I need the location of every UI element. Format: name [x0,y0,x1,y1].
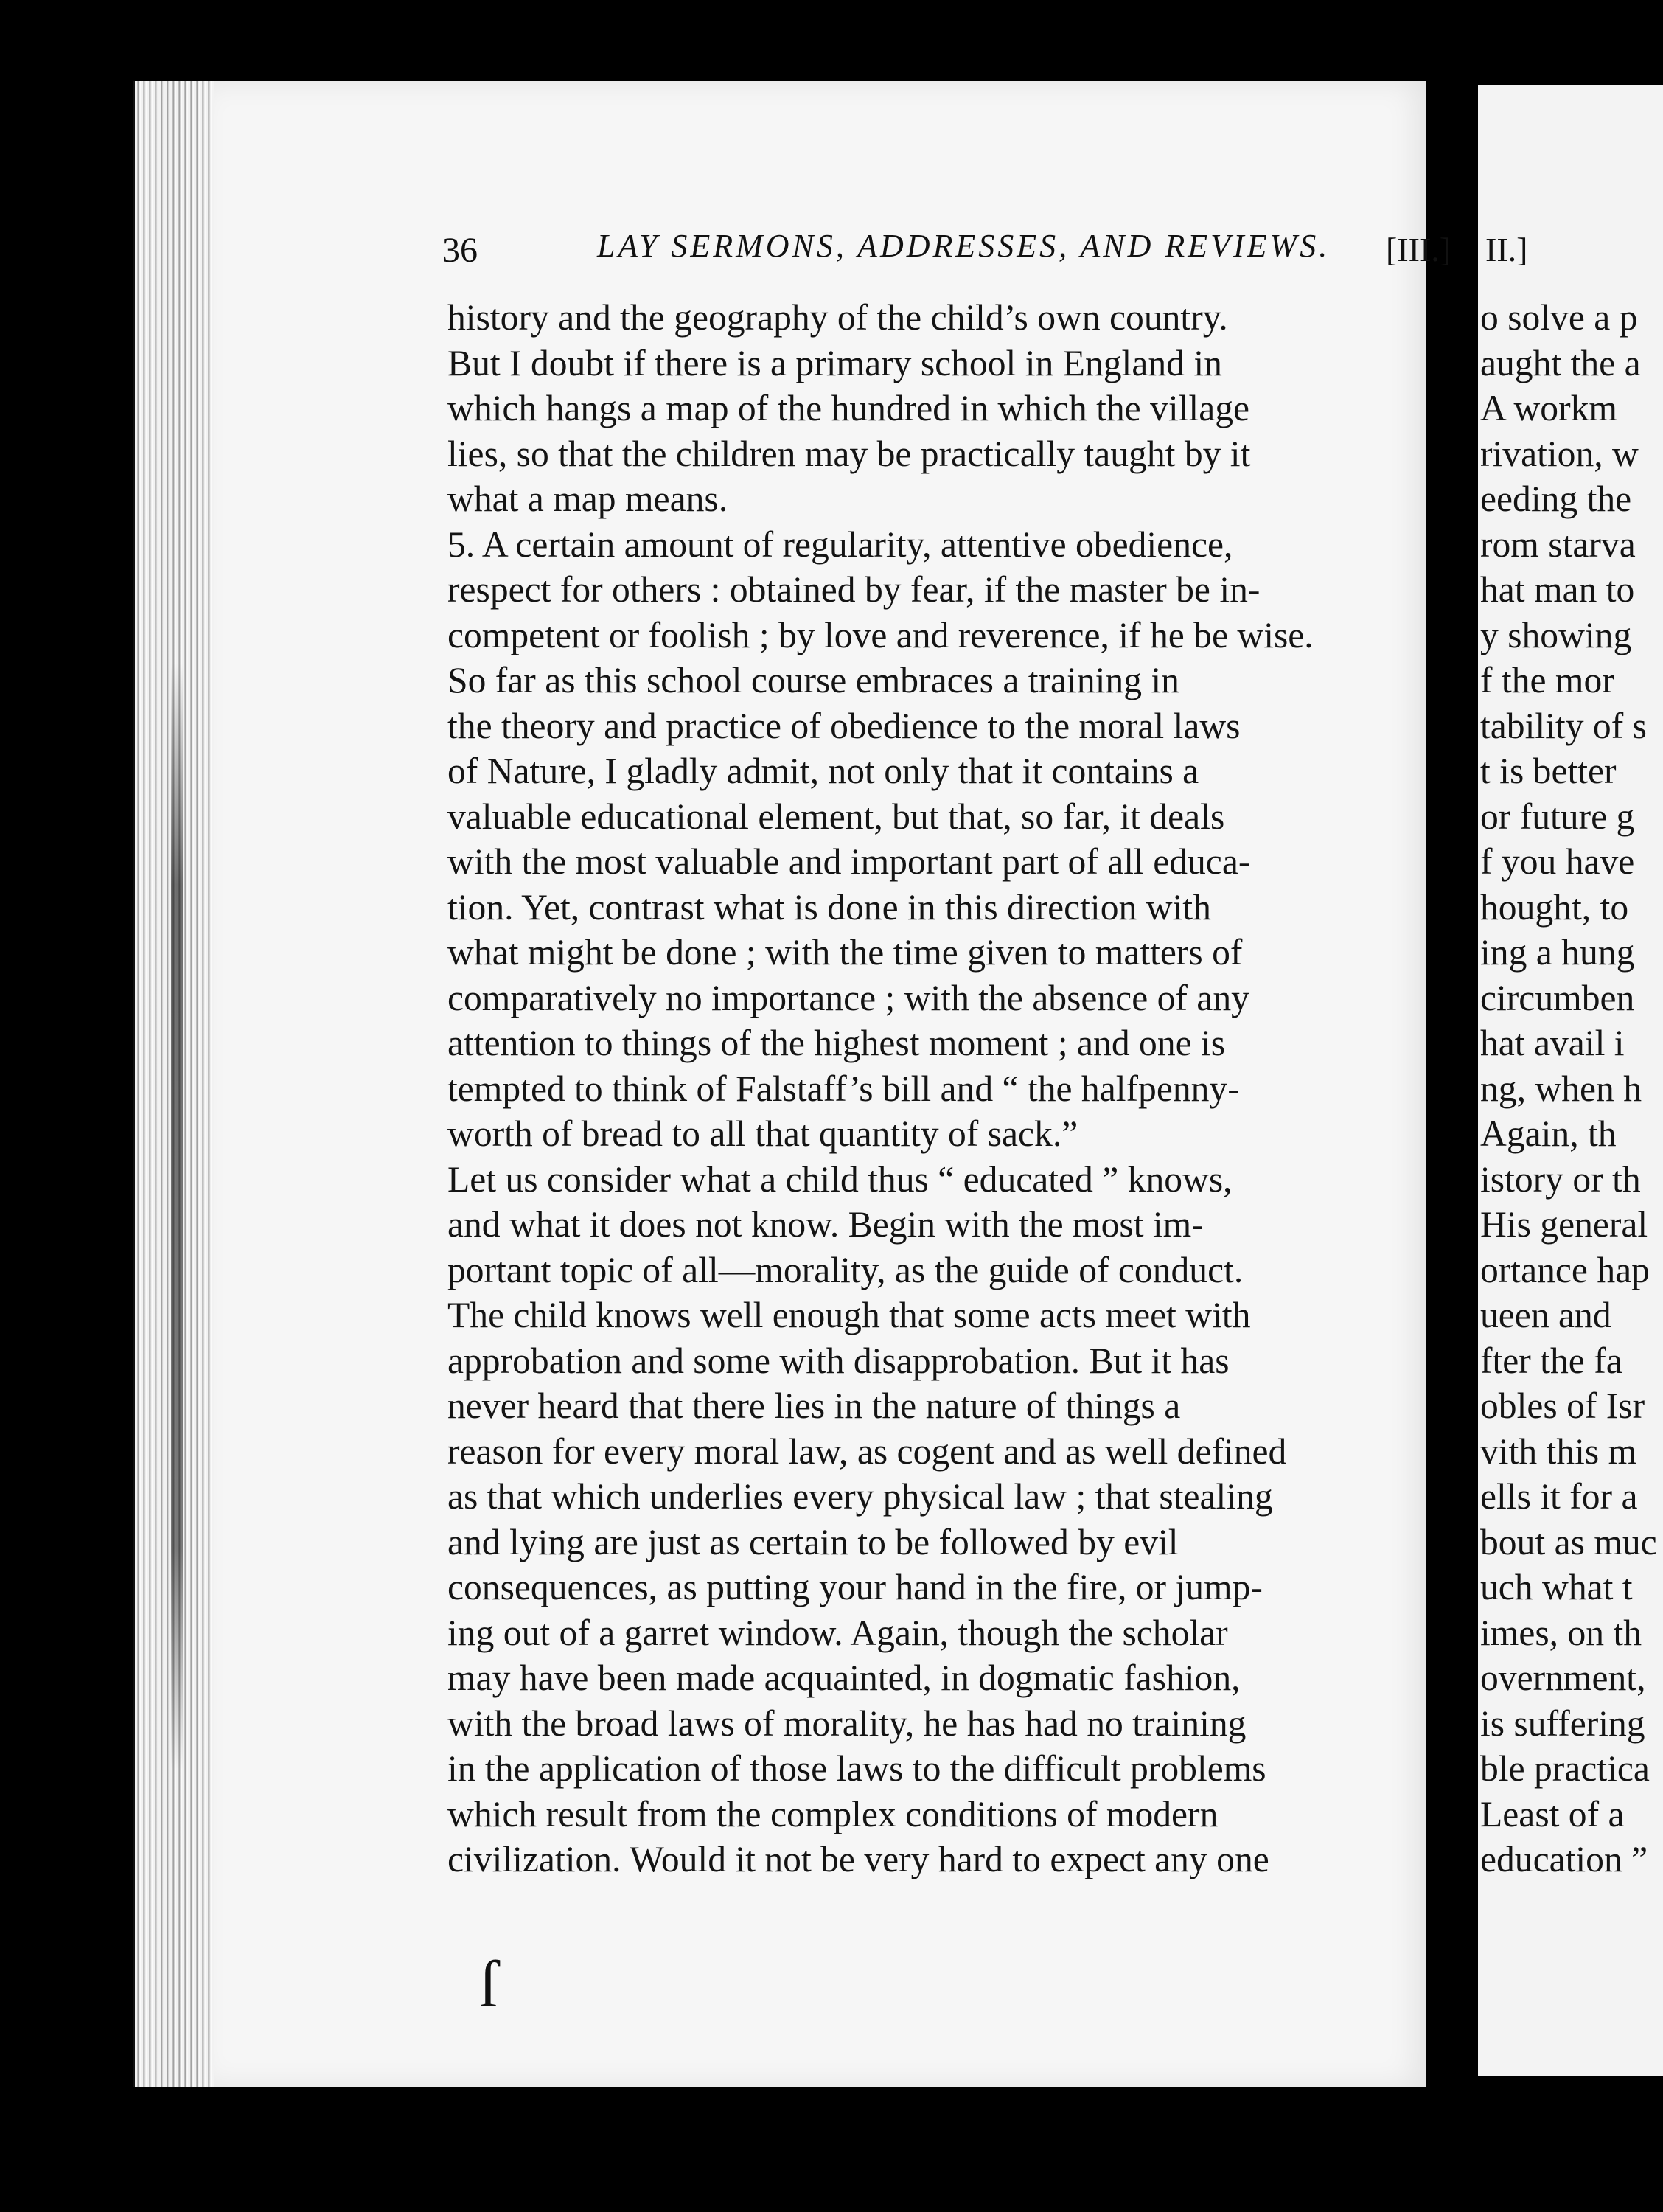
text-line: competent or foolish ; by love and reverence, if he be wise. [447,614,1314,655]
text-line: bout as muc [1480,1521,1657,1562]
text-line: the theory and practice of obedience to the moral laws [447,705,1241,746]
text-line: approbation and some with disapprobation. But it has [447,1340,1230,1381]
text-line: which hangs a map of the hundred in which the village [447,388,1250,428]
text-line: what a map means. [447,479,728,519]
text-line: with the most valuable and important part of all educa- [447,841,1251,882]
text-line: o solve a p [1480,297,1638,338]
text-line: hought, to [1480,886,1629,928]
text-line: of Nature, I gladly admit, not only that it contains a [447,751,1199,791]
text-line: valuable educational element, but that, so far, it deals [447,796,1225,837]
text-line: vith this m [1480,1430,1637,1472]
text-line: istory or th [1480,1158,1641,1200]
text-line: ueen and [1480,1295,1611,1335]
text-line: hat avail i [1480,1023,1625,1063]
running-title: LAY SERMONS, ADDRESSES, AND REVIEWS. [597,228,1331,264]
text-line: is suffering [1480,1703,1645,1744]
text-line: consequences, as putting your hand in the fire, or jump- [447,1567,1263,1607]
text-line: rom starva [1480,524,1636,565]
text-line: rivation, w [1480,433,1639,474]
text-line: The child knows well enough that some acts meet with [447,1295,1251,1335]
text-line: tempted to think of Falstaff’s bill and “ the halfpenny- [447,1068,1240,1109]
text-line: circumben [1480,977,1635,1018]
text-line: and what it does not know. Begin with the most im- [447,1204,1204,1245]
text-line: history and the geography of the child’s own country. [447,297,1228,338]
text-line: imes, on th [1480,1612,1642,1653]
text-line: tability of s [1480,705,1647,746]
text-line: Let us consider what a child thus “ educated ” knows, [447,1158,1233,1200]
running-header [442,227,1460,279]
text-line: reason for every moral law, as cogent and as well defined [447,1430,1287,1472]
text-line: So far as this school course embraces a training in [447,660,1179,700]
text-line: y showing [1480,614,1632,655]
right-page-header: II.] [1485,231,1528,268]
text-line: as that which underlies every physical law ; that stealing [447,1476,1273,1517]
right-page-body [1480,295,1663,1882]
book-gutter [1426,0,1482,2212]
text-line: civilization. Would it not be very hard to expect any one [447,1839,1269,1879]
text-line: Least of a [1480,1793,1625,1834]
text-line: obles of Isr [1480,1385,1645,1426]
text-line: may have been made acquainted, in dogmatic fashion, [447,1658,1241,1698]
text-line: education ” [1480,1839,1648,1879]
text-line: His general [1480,1204,1648,1245]
text-line: or future g [1480,796,1635,837]
text-line: portant topic of all—morality, as the guide of conduct. [447,1249,1244,1290]
text-line: ng, when h [1480,1068,1642,1109]
text-line: eeding the [1480,479,1632,519]
text-line: with the broad laws of morality, he has had no training [447,1703,1247,1744]
text-line: A workm [1480,388,1617,428]
text-line: t is better [1480,751,1617,791]
text-line: in the application of those laws to the difficult problems [447,1748,1266,1789]
text-line: worth of bread to all that quantity of sack.” [447,1113,1078,1154]
text-line: Again, th [1480,1113,1617,1154]
text-line: f you have [1480,841,1635,882]
page-number: 36 [442,231,478,270]
text-line: overnment, [1480,1658,1646,1698]
section-mark: [III.] [1386,231,1451,268]
text-line: what might be done ; with the time given to matters of [447,932,1243,973]
text-line: aught the a [1480,342,1641,383]
binding-shadow [171,664,183,1770]
text-line: ble practica [1480,1748,1650,1789]
text-line: f the mor [1480,660,1614,700]
pencil-mark: ſ [479,1948,498,2021]
text-line: ells it for a [1480,1476,1638,1517]
text-line: hat man to [1480,569,1635,610]
text-line: which result from the complex conditions of modern [447,1793,1219,1834]
left-page-body [447,295,1432,1882]
text-line: respect for others : obtained by fear, if the master be in- [447,569,1261,610]
text-line: uch what t [1480,1567,1633,1607]
text-line: ing a hung [1480,932,1635,973]
text-line: and lying are just as certain to be followed by evil [447,1521,1179,1562]
text-line: lies, so that the children may be practically taught by it [447,433,1251,474]
text-line: comparatively no importance ; with the absence of any [447,977,1249,1018]
text-line: But I doubt if there is a primary school in England in [447,342,1222,383]
text-line: tion. Yet, contrast what is done in this direction with [447,886,1211,928]
text-line: fter the fa [1480,1340,1622,1381]
text-line: ing out of a garret window. Again, though the scholar [447,1612,1228,1653]
text-line: ortance hap [1480,1249,1650,1290]
text-line: 5. A certain amount of regularity, attentive obedience, [447,524,1233,565]
text-line: attention to things of the highest moment ; and one is [447,1023,1226,1063]
text-line: never heard that there lies in the nature of things a [447,1385,1181,1426]
